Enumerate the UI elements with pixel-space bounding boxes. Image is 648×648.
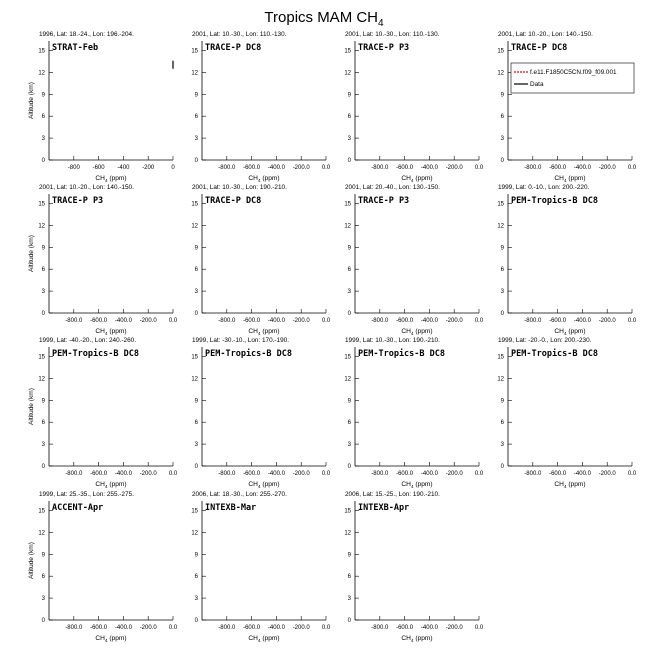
y-tick-label: 6: [41, 420, 45, 427]
x-tick-label: -800.0: [218, 165, 236, 171]
y-tick-label: 12: [497, 376, 504, 383]
x-axis-title-main: CH: [401, 635, 411, 642]
y-tick-label: 0: [41, 158, 45, 164]
panel-6: [191, 184, 331, 336]
y-tick-label: 12: [38, 70, 45, 77]
panel-15: [344, 491, 484, 643]
y-tick-label: 3: [347, 136, 351, 143]
legend-entry-2: Data: [530, 81, 544, 88]
y-tick-label: 0: [347, 158, 351, 164]
y-tick-label: 3: [500, 289, 504, 296]
y-tick-label: 3: [194, 136, 198, 143]
y-tick-label: 15: [38, 508, 45, 515]
panel-header: 2001, Lat: 10.-20., Lon: 140.-150.: [39, 184, 134, 191]
x-tick-label: -600.0: [396, 318, 414, 324]
x-tick-label: -200.0: [445, 165, 463, 171]
x-axis-title: [401, 481, 432, 489]
x-tick-label: -400.0: [420, 471, 438, 477]
x-axis-title: [95, 175, 126, 183]
x-axis-title: [554, 328, 585, 336]
x-tick-label: -600.0: [396, 625, 414, 631]
x-axis-title-subscript: 4: [104, 484, 108, 489]
panel-7: [344, 184, 484, 336]
x-tick-label: -200.0: [292, 471, 310, 477]
campaign-label: PEM-Tropics-B DC8: [511, 196, 598, 206]
x-tick-label: -600.0: [549, 165, 567, 171]
panel-header: 2006, Lat: 18.-30., Lon: 255.-270.: [192, 491, 287, 498]
y-tick-label: 15: [497, 48, 504, 55]
x-axis-title-unit: (ppm): [107, 175, 127, 182]
figure-title-subscript: 4: [378, 18, 384, 29]
y-tick-label: 3: [194, 596, 198, 603]
x-tick-label: -400.0: [420, 165, 438, 171]
x-tick-label: -600.0: [90, 625, 108, 631]
x-axis-title-subscript: 4: [410, 331, 414, 336]
y-tick-label: 6: [347, 114, 351, 121]
panel-11: [344, 337, 484, 489]
x-tick-label: -400.0: [420, 318, 438, 324]
x-axis-title-subscript: 4: [410, 178, 414, 183]
x-tick-label: -800.0: [218, 471, 236, 477]
x-tick-label: -600.0: [549, 471, 567, 477]
x-tick-label: -400.0: [267, 318, 285, 324]
x-tick-label: 0: [171, 165, 175, 171]
y-tick-label: 9: [500, 245, 504, 252]
x-tick-label: -400.0: [420, 625, 438, 631]
y-tick-label: 6: [41, 114, 45, 121]
panel-grid: [28, 31, 637, 643]
x-tick-label: -800.0: [371, 471, 389, 477]
x-tick-label: -400.0: [267, 625, 285, 631]
x-axis-title-unit: (ppm): [413, 328, 433, 335]
campaign-label: INTEXB-Apr: [358, 503, 410, 513]
y-tick-label: 9: [347, 398, 351, 405]
x-axis-title-unit: (ppm): [413, 481, 433, 488]
x-tick-label: 0.0: [474, 471, 484, 477]
y-axis-title: Altitude (km): [28, 541, 35, 580]
x-axis-title: [95, 481, 126, 489]
x-tick-label: -400.0: [267, 165, 285, 171]
y-tick-label: 3: [194, 289, 198, 296]
x-tick-label: -600: [92, 165, 105, 171]
x-axis-title-main: CH: [401, 328, 411, 335]
x-tick-label: -800.0: [371, 625, 389, 631]
x-axis-title-unit: (ppm): [413, 175, 433, 182]
x-axis-title-unit: (ppm): [566, 328, 586, 335]
x-tick-label: -800.0: [65, 625, 83, 631]
y-tick-label: 0: [194, 618, 198, 624]
x-axis-title-unit: (ppm): [107, 328, 127, 335]
y-tick-label: 9: [500, 92, 504, 99]
x-tick-label: -200.0: [292, 318, 310, 324]
y-tick-label: 15: [191, 508, 198, 515]
y-tick-label: 6: [41, 574, 45, 581]
panel-header: 2001, Lat: 10.-20., Lon: 140.-150.: [498, 31, 593, 38]
y-tick-label: 3: [41, 596, 45, 603]
x-axis-title-main: CH: [95, 328, 105, 335]
y-tick-label: 3: [347, 442, 351, 449]
x-tick-label: -600.0: [243, 471, 261, 477]
x-tick-label: 0.0: [474, 318, 484, 324]
panel-header: 2006, Lat: 15.-25., Lon: 190.-210.: [345, 491, 440, 498]
x-axis-title: [554, 481, 585, 489]
campaign-label: TRACE-P P3: [358, 43, 410, 53]
y-tick-label: 15: [497, 201, 504, 208]
y-tick-label: 6: [500, 420, 504, 427]
x-tick-label: -800.0: [371, 165, 389, 171]
campaign-label: TRACE-P P3: [52, 196, 104, 206]
x-tick-label: -200.0: [445, 318, 463, 324]
y-tick-label: 0: [194, 464, 198, 470]
x-axis-title-subscript: 4: [104, 638, 108, 643]
figure-title-main: Tropics MAM CH: [264, 9, 379, 26]
panel-13: [28, 491, 178, 643]
y-axis-title: Altitude (km): [28, 387, 35, 426]
panel-9: [28, 337, 178, 489]
y-tick-label: 9: [194, 552, 198, 559]
x-axis-title-unit: (ppm): [566, 175, 586, 182]
x-axis-title-unit: (ppm): [413, 635, 433, 642]
y-tick-label: 12: [497, 223, 504, 230]
x-axis-title-unit: (ppm): [260, 481, 280, 488]
y-tick-label: 6: [347, 420, 351, 427]
y-tick-label: 12: [497, 70, 504, 77]
x-axis-title: [95, 635, 126, 643]
x-tick-label: -200: [142, 165, 155, 171]
legend-box: [511, 63, 634, 93]
x-tick-label: 0.0: [321, 165, 331, 171]
y-tick-label: 3: [500, 442, 504, 449]
y-tick-label: 0: [347, 464, 351, 470]
panel-14: [191, 491, 331, 643]
x-axis-title-main: CH: [248, 328, 258, 335]
panel-10: [191, 337, 331, 489]
x-axis-title-subscript: 4: [410, 484, 414, 489]
x-axis-title-unit: (ppm): [107, 481, 127, 488]
x-axis-title-main: CH: [248, 481, 258, 488]
x-tick-label: -400.0: [573, 165, 591, 171]
y-tick-label: 15: [344, 48, 351, 55]
x-tick-label: 0.0: [474, 625, 484, 631]
x-tick-label: -600.0: [549, 318, 567, 324]
y-tick-label: 6: [194, 114, 198, 121]
y-tick-label: 6: [194, 574, 198, 581]
y-tick-label: 15: [191, 48, 198, 55]
x-axis-title-unit: (ppm): [260, 328, 280, 335]
x-axis-title-main: CH: [95, 481, 105, 488]
panel-8: [497, 184, 637, 336]
x-tick-label: -200.0: [598, 471, 616, 477]
y-tick-label: 9: [194, 92, 198, 99]
panel-header: 2001, Lat: 10.-30., Lon: 190.-210.: [192, 184, 287, 191]
x-axis-title-unit: (ppm): [566, 481, 586, 488]
figure-title: [264, 9, 384, 29]
y-tick-label: 15: [191, 354, 198, 361]
x-axis-title-subscript: 4: [257, 484, 261, 489]
legend-entry-1: f.e11.F1850C5CN.f09_f09.001: [530, 69, 617, 76]
panel-4: [497, 31, 637, 183]
x-axis-title-main: CH: [95, 175, 105, 182]
x-tick-label: -600.0: [90, 318, 108, 324]
y-tick-label: 6: [347, 267, 351, 274]
panel-12: [497, 337, 637, 489]
campaign-label: TRACE-P P3: [358, 196, 410, 206]
x-tick-label: -800.0: [218, 318, 236, 324]
x-tick-label: -800.0: [371, 318, 389, 324]
y-tick-label: 9: [41, 552, 45, 559]
x-axis-title-subscript: 4: [104, 178, 108, 183]
x-axis-title-subscript: 4: [104, 331, 108, 336]
y-tick-label: 6: [194, 267, 198, 274]
y-tick-label: 9: [347, 552, 351, 559]
x-tick-label: 0.0: [474, 165, 484, 171]
y-tick-label: 12: [191, 530, 198, 537]
x-tick-label: -600.0: [396, 165, 414, 171]
x-tick-label: 0.0: [321, 625, 331, 631]
y-tick-label: 0: [500, 311, 504, 317]
y-tick-label: 0: [194, 311, 198, 317]
campaign-label: ACCENT-Apr: [52, 503, 104, 513]
x-tick-label: -200.0: [292, 625, 310, 631]
campaign-label: TRACE-P DC8: [205, 196, 262, 206]
x-tick-label: -600.0: [243, 625, 261, 631]
x-tick-label: -200.0: [598, 318, 616, 324]
x-axis-title: [248, 175, 279, 183]
x-tick-label: -200.0: [292, 165, 310, 171]
x-tick-label: -600.0: [243, 165, 261, 171]
x-axis-title: [248, 481, 279, 489]
legend: [511, 63, 634, 93]
x-tick-label: -400: [117, 165, 130, 171]
panel-header: 1999, Lat: 0.-10., Lon: 200.-220.: [498, 184, 590, 191]
x-tick-label: 0.0: [168, 625, 178, 631]
y-tick-label: 0: [347, 311, 351, 317]
x-axis-title-main: CH: [554, 175, 564, 182]
x-axis-title-subscript: 4: [563, 178, 567, 183]
y-tick-label: 9: [194, 245, 198, 252]
x-tick-label: -200.0: [598, 165, 616, 171]
panel-2: [191, 31, 331, 183]
x-tick-label: 0.0: [627, 318, 637, 324]
x-axis-title-subscript: 4: [410, 638, 414, 643]
y-tick-label: 15: [497, 354, 504, 361]
x-tick-label: -600.0: [396, 471, 414, 477]
x-axis-title: [248, 328, 279, 336]
x-tick-label: -200.0: [445, 625, 463, 631]
panel-3: [344, 31, 484, 183]
y-tick-label: 6: [500, 267, 504, 274]
y-tick-label: 3: [41, 136, 45, 143]
y-axis-title: Altitude (km): [28, 81, 35, 120]
x-tick-label: -200.0: [139, 471, 157, 477]
x-axis-title: [554, 175, 585, 183]
x-axis-title-subscript: 4: [563, 484, 567, 489]
panel-header: 1999, Lat: -30.-10., Lon: 170.-190.: [192, 337, 289, 344]
y-axis-title: Altitude (km): [28, 234, 35, 273]
campaign-label: STRAT-Feb: [52, 43, 99, 53]
y-tick-label: 0: [500, 464, 504, 470]
y-tick-label: 12: [344, 223, 351, 230]
y-tick-label: 9: [347, 92, 351, 99]
y-tick-label: 9: [41, 92, 45, 99]
y-tick-label: 9: [41, 398, 45, 405]
x-tick-label: -800.0: [218, 625, 236, 631]
x-tick-label: -800.0: [524, 318, 542, 324]
y-tick-label: 6: [347, 574, 351, 581]
panel-header: 1999, Lat: 10.-30., Lon: 190.-210.: [345, 337, 440, 344]
x-tick-label: -400.0: [573, 318, 591, 324]
x-axis-title-main: CH: [401, 175, 411, 182]
x-axis-title-subscript: 4: [257, 178, 261, 183]
y-tick-label: 15: [344, 354, 351, 361]
y-tick-label: 12: [344, 530, 351, 537]
y-tick-label: 0: [500, 158, 504, 164]
x-axis-title: [401, 175, 432, 183]
x-tick-label: -200.0: [139, 318, 157, 324]
campaign-label: INTEXB-Mar: [205, 503, 257, 513]
y-tick-label: 0: [347, 618, 351, 624]
y-tick-label: 12: [38, 530, 45, 537]
x-tick-label: -800.0: [524, 471, 542, 477]
x-tick-label: -600.0: [90, 471, 108, 477]
x-axis-title-main: CH: [248, 175, 258, 182]
panel-header: 2001, Lat: 10.-30., Lon: 110.-130.: [192, 31, 287, 38]
panel-header: 1999, Lat: -20.-0., Lon: 200.-230.: [498, 337, 592, 344]
campaign-label: PEM-Tropics-B DC8: [358, 349, 445, 359]
campaign-label: PEM-Tropics-B DC8: [52, 349, 139, 359]
x-tick-label: -400.0: [267, 471, 285, 477]
y-tick-label: 15: [38, 354, 45, 361]
x-tick-label: -400.0: [114, 471, 132, 477]
x-axis-title: [401, 635, 432, 643]
y-tick-label: 3: [347, 596, 351, 603]
y-tick-label: 12: [38, 376, 45, 383]
y-tick-label: 3: [41, 442, 45, 449]
panel-header: 1999, Lat: -40.-20., Lon: 240.-260.: [39, 337, 136, 344]
x-axis-title-main: CH: [554, 481, 564, 488]
x-tick-label: -400.0: [573, 471, 591, 477]
y-tick-label: 15: [191, 201, 198, 208]
campaign-label: TRACE-P DC8: [205, 43, 262, 53]
x-tick-label: -400.0: [114, 318, 132, 324]
x-tick-label: 0.0: [627, 471, 637, 477]
y-tick-label: 15: [344, 201, 351, 208]
x-tick-label: 0.0: [168, 318, 178, 324]
panel-header: 1999, Lat: 25.-35., Lon: 255.-275.: [39, 491, 134, 498]
x-axis-title-subscript: 4: [563, 331, 567, 336]
y-tick-label: 15: [344, 508, 351, 515]
x-tick-label: -600.0: [243, 318, 261, 324]
y-tick-label: 3: [500, 136, 504, 143]
y-tick-label: 3: [41, 289, 45, 296]
y-tick-label: 9: [347, 245, 351, 252]
x-tick-label: -800.0: [524, 165, 542, 171]
y-tick-label: 15: [38, 48, 45, 55]
y-tick-label: 12: [344, 376, 351, 383]
x-axis-title: [401, 328, 432, 336]
x-tick-label: 0.0: [321, 471, 331, 477]
x-axis-title-main: CH: [401, 481, 411, 488]
x-tick-label: -400.0: [114, 625, 132, 631]
x-axis-title-unit: (ppm): [107, 635, 127, 642]
y-tick-label: 9: [500, 398, 504, 405]
x-axis-title-subscript: 4: [257, 331, 261, 336]
x-axis-title-main: CH: [554, 328, 564, 335]
campaign-label: TRACE-P DC8: [511, 43, 568, 53]
x-axis-title-unit: (ppm): [260, 175, 280, 182]
y-tick-label: 6: [41, 267, 45, 274]
x-tick-label: -800.0: [65, 471, 83, 477]
y-tick-label: 0: [41, 311, 45, 317]
x-axis-title-unit: (ppm): [260, 635, 280, 642]
x-tick-label: 0.0: [168, 471, 178, 477]
x-tick-label: 0.0: [321, 318, 331, 324]
y-tick-label: 12: [191, 70, 198, 77]
y-tick-label: 12: [191, 223, 198, 230]
campaign-label: PEM-Tropics-B DC8: [205, 349, 292, 359]
y-tick-label: 9: [41, 245, 45, 252]
x-axis-title-main: CH: [95, 635, 105, 642]
y-tick-label: 6: [194, 420, 198, 427]
y-tick-label: 12: [191, 376, 198, 383]
y-tick-label: 3: [194, 442, 198, 449]
x-axis-title-main: CH: [248, 635, 258, 642]
x-axis-title-subscript: 4: [257, 638, 261, 643]
y-tick-label: 3: [347, 289, 351, 296]
y-tick-label: 0: [194, 158, 198, 164]
y-tick-label: 12: [344, 70, 351, 77]
x-tick-label: -800.0: [65, 318, 83, 324]
x-tick-label: 0.0: [627, 165, 637, 171]
y-tick-label: 0: [41, 464, 45, 470]
x-tick-label: -200.0: [139, 625, 157, 631]
panel-header: 2001, Lat: 20.-40., Lon: 130.-150.: [345, 184, 440, 191]
y-tick-label: 12: [38, 223, 45, 230]
panel-1: [28, 31, 175, 183]
x-tick-label: -200.0: [445, 471, 463, 477]
panel-5: [28, 184, 178, 336]
panel-header: 1996, Lat: 18.-24., Lon: 196.-204.: [39, 31, 134, 38]
y-tick-label: 6: [500, 114, 504, 121]
panel-header: 2001, Lat: 10.-30., Lon: 110.-130.: [345, 31, 440, 38]
x-tick-label: -800: [67, 165, 80, 171]
x-axis-title: [248, 635, 279, 643]
y-tick-label: 0: [41, 618, 45, 624]
x-axis-title: [95, 328, 126, 336]
y-tick-label: 9: [194, 398, 198, 405]
campaign-label: PEM-Tropics-B DC8: [511, 349, 598, 359]
y-tick-label: 15: [38, 201, 45, 208]
